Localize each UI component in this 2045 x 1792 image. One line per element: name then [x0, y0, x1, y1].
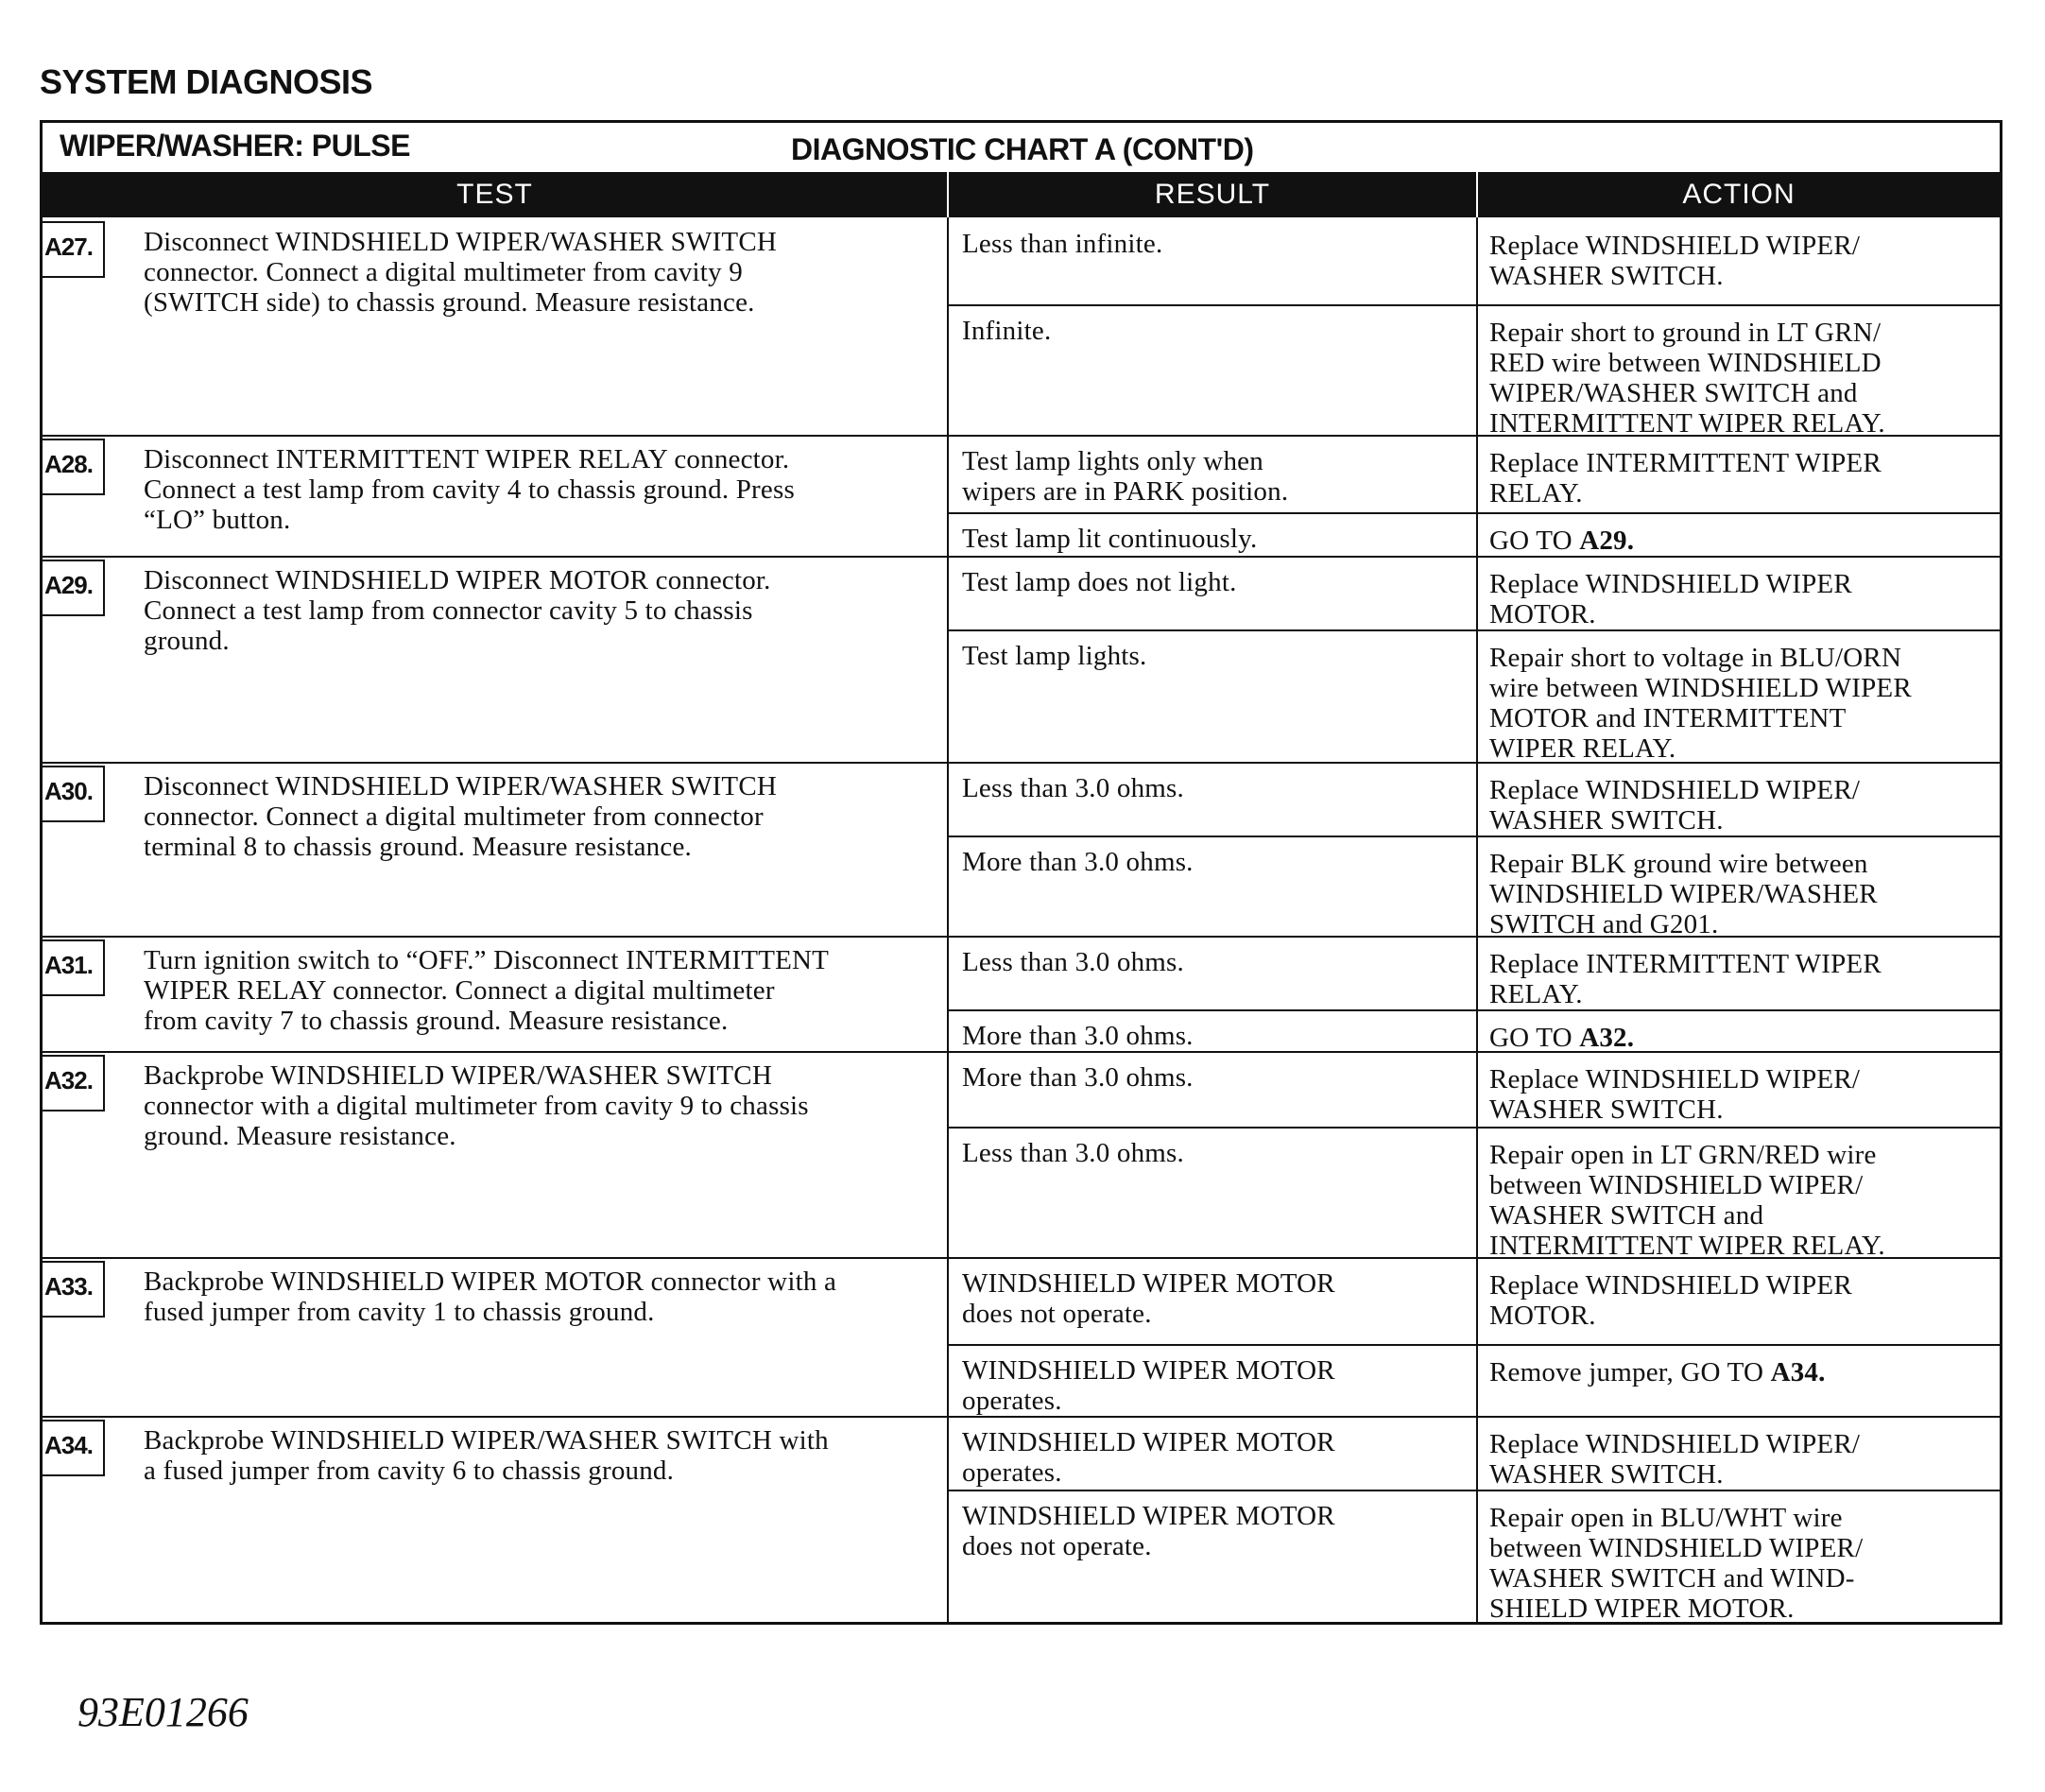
action-text — [1489, 849, 1990, 939]
action-label: Replace INTERMITTENT WIPER RELAY. — [1489, 448, 1882, 508]
row-divider — [43, 556, 2000, 558]
action-text — [1489, 949, 1990, 1009]
result-divider — [947, 304, 2000, 306]
test-instruction: Disconnect WINDSHIELD WIPER/WASHER SWITCH connector. Connect a digital multimeter from connector terminal 8 to chassis ground. Measure resistance. — [144, 771, 778, 862]
action-text — [1489, 1140, 1990, 1261]
column-header-test: TEST — [43, 172, 947, 217]
action-text — [1489, 1429, 1990, 1490]
action-text — [1489, 231, 1990, 291]
step-number: A33. — [43, 1261, 105, 1318]
chart-title: DIAGNOSTIC CHART A (CONT'D) — [791, 132, 1254, 166]
step-number: A27. — [43, 221, 105, 278]
action-text — [1489, 526, 1990, 556]
action-text — [1489, 318, 1990, 439]
action-text — [1489, 448, 1990, 508]
result-text: More than 3.0 ohms. — [962, 1021, 1194, 1051]
action-label: Replace WINDSHIELD WIPER/ WASHER SWITCH. — [1489, 1064, 1861, 1125]
result-text: Test lamp does not light. — [962, 567, 1237, 597]
result-text: Less than 3.0 ohms. — [962, 773, 1184, 803]
result-text: WINDSHIELD WIPER MOTOR operates. — [962, 1355, 1335, 1416]
section-title: SYSTEM DIAGNOSIS — [40, 62, 373, 101]
action-text — [1489, 643, 1990, 764]
result-divider — [947, 629, 2000, 631]
test-instruction: Disconnect WINDSHIELD WIPER/WASHER SWITCH connector. Connect a digital multimeter from cavity 9 (SWITCH side) to chassis ground. Measure resistance. — [144, 227, 778, 318]
result-text: WINDSHIELD WIPER MOTOR operates. — [962, 1427, 1335, 1488]
result-text: Less than 3.0 ohms. — [962, 947, 1184, 977]
step-number: A34. — [43, 1420, 105, 1476]
action-label: Replace WINDSHIELD WIPER MOTOR. — [1489, 1270, 1852, 1331]
result-text: Infinite. — [962, 316, 1052, 346]
column-divider — [1476, 217, 1478, 1622]
result-text: More than 3.0 ohms. — [962, 1062, 1194, 1093]
figure-id: 93E01266 — [77, 1689, 249, 1735]
result-divider — [947, 1344, 2000, 1346]
result-text: WINDSHIELD WIPER MOTOR does not operate. — [962, 1268, 1335, 1329]
result-divider — [947, 1490, 2000, 1491]
action-label: Replace WINDSHIELD WIPER/ WASHER SWITCH. — [1489, 1429, 1861, 1490]
goto-step-ref: A29. — [1579, 526, 1635, 556]
result-text: Test lamp lit continuously. — [962, 524, 1258, 554]
action-label: Replace WINDSHIELD WIPER/ WASHER SWITCH. — [1489, 775, 1861, 836]
action-label: Repair short to ground in LT GRN/ RED wire between WINDSHIELD WIPER/WASHER SWITCH and INTERMITTENT WIPER RELAY. — [1489, 318, 1885, 439]
action-label: Repair short to voltage in BLU/ORN wire between WINDSHIELD WIPER MOTOR and INTERMITTENT WIPER RELAY. — [1489, 643, 1912, 764]
action-label: GO TO — [1489, 1023, 1580, 1053]
column-header-action: ACTION — [1476, 172, 2000, 217]
test-instruction: Backprobe WINDSHIELD WIPER/WASHER SWITCH with a fused jumper from cavity 6 to chassis ground. — [144, 1425, 829, 1486]
test-instruction: Turn ignition switch to “OFF.” Disconnect INTERMITTENT WIPER RELAY connector. Connect a digital multimeter from cavity 7 to chassis ground. Measure resistance. — [144, 945, 830, 1036]
result-divider — [947, 836, 2000, 837]
action-label: Repair open in LT GRN/RED wire between WINDSHIELD WIPER/ WASHER SWITCH and INTERMITTENT WIPER RELAY. — [1489, 1140, 1885, 1261]
result-divider — [947, 512, 2000, 514]
step-number: A31. — [43, 939, 105, 996]
test-instruction: Disconnect INTERMITTENT WIPER RELAY connector. Connect a test lamp from cavity 4 to chassis ground. Press “LO” button. — [144, 444, 795, 535]
result-text: Test lamp lights only when wipers are in PARK position. — [962, 446, 1289, 507]
action-text — [1489, 1503, 1990, 1624]
action-label: GO TO — [1489, 526, 1580, 556]
chart-header — [43, 123, 2000, 172]
action-text — [1489, 1023, 1990, 1053]
goto-step-ref: A34. — [1770, 1357, 1826, 1387]
row-divider — [43, 1416, 2000, 1418]
action-text — [1489, 1357, 1990, 1387]
step-number: A29. — [43, 560, 105, 616]
action-text — [1489, 1064, 1990, 1125]
goto-step-ref: A32. — [1579, 1023, 1635, 1053]
action-text — [1489, 775, 1990, 836]
action-label: Repair open in BLU/WHT wire between WINDSHIELD WIPER/ WASHER SWITCH and WIND- SHIELD WIPER MOTOR. — [1489, 1503, 1864, 1624]
result-text: Less than infinite. — [962, 229, 1163, 259]
result-divider — [947, 1127, 2000, 1129]
column-divider — [947, 217, 949, 1622]
test-instruction: Disconnect WINDSHIELD WIPER MOTOR connector. Connect a test lamp from connector cavity 5 to chassis ground. — [144, 565, 771, 656]
action-text — [1489, 569, 1990, 629]
result-text: WINDSHIELD WIPER MOTOR does not operate. — [962, 1501, 1335, 1561]
step-number: A32. — [43, 1055, 105, 1111]
step-number: A30. — [43, 766, 105, 822]
action-label: Repair BLK ground wire between WINDSHIELD WIPER/WASHER SWITCH and G201. — [1489, 849, 1878, 939]
action-label: Remove jumper, GO TO — [1489, 1357, 1771, 1387]
result-divider — [947, 1009, 2000, 1011]
action-label: Replace WINDSHIELD WIPER/ WASHER SWITCH. — [1489, 231, 1861, 291]
action-label: Replace INTERMITTENT WIPER RELAY. — [1489, 949, 1882, 1009]
chart-subtitle: WIPER/WASHER: PULSE — [60, 129, 410, 163]
step-number: A28. — [43, 439, 105, 495]
result-text: Less than 3.0 ohms. — [962, 1138, 1184, 1168]
column-header-result: RESULT — [947, 172, 1476, 217]
result-text: Test lamp lights. — [962, 641, 1147, 671]
result-text: More than 3.0 ohms. — [962, 847, 1194, 877]
test-instruction: Backprobe WINDSHIELD WIPER MOTOR connector with a fused jumper from cavity 1 to chassis ground. — [144, 1266, 837, 1327]
diagnostic-chart — [40, 120, 2002, 1625]
action-text — [1489, 1270, 1990, 1331]
test-instruction: Backprobe WINDSHIELD WIPER/WASHER SWITCH connector with a digital multimeter from cavity 9 to chassis ground. Measure resistance. — [144, 1060, 809, 1151]
action-label: Replace WINDSHIELD WIPER MOTOR. — [1489, 569, 1852, 629]
